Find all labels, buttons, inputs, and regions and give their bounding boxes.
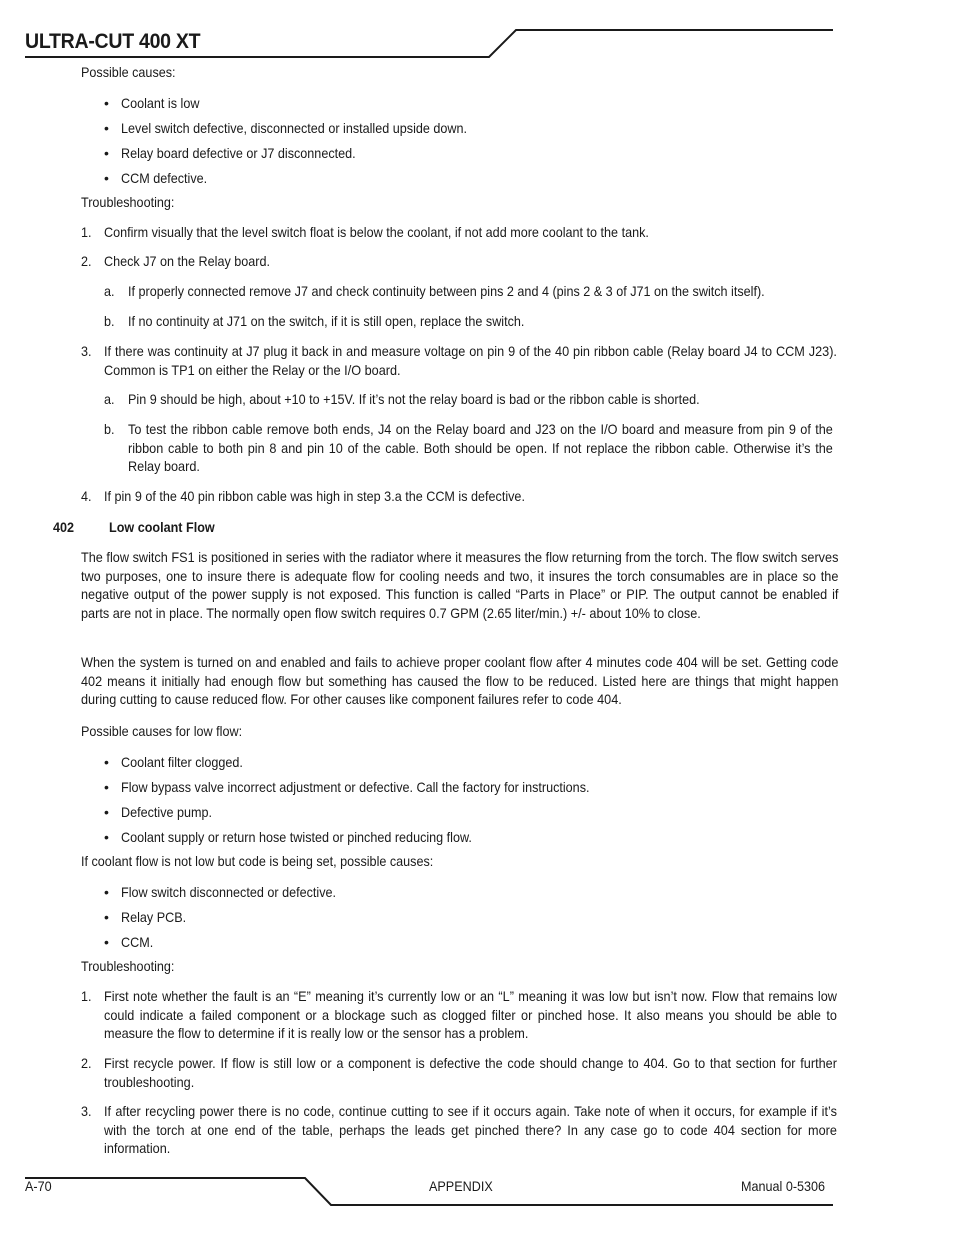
step-number: 3. xyxy=(81,1103,92,1119)
not-low-causes-label: If coolant flow is not low but code is being set, possible causes: xyxy=(81,853,434,869)
low-flow-causes-label: Possible causes for low flow: xyxy=(81,723,243,739)
document-title: ULTRA-CUT 400 XT xyxy=(25,30,201,53)
substep-letter: a. xyxy=(104,283,115,299)
troubleshooting-label: Troubleshooting: xyxy=(81,958,175,974)
bullet-marker: • xyxy=(104,754,109,770)
list-item: Coolant filter clogged. xyxy=(121,754,243,770)
substep-text: Pin 9 should be high, about +10 to +15V. If it’s not the relay board is bad or the ribbon cable is shorted. xyxy=(128,391,700,407)
section-title: Low coolant Flow xyxy=(109,519,215,535)
substep-letter: b. xyxy=(104,421,115,437)
manual-number: Manual 0-5306 xyxy=(741,1178,826,1194)
step-text: First recycle power. If flow is still low or a component is defective the code should change to 404. Go to that section for further troubleshooting. xyxy=(104,1055,837,1090)
page-number: A-70 xyxy=(25,1178,52,1194)
possible-causes-label: Possible causes: xyxy=(81,64,176,80)
section-code: 402 xyxy=(53,519,75,535)
list-item: CCM. xyxy=(121,934,154,950)
step-text: Check J7 on the Relay board. xyxy=(104,253,271,269)
step-number: 2. xyxy=(81,1055,92,1071)
footer-section-label: APPENDIX xyxy=(429,1178,493,1194)
step-number: 4. xyxy=(81,488,92,504)
step-text: First note whether the fault is an “E” meaning it’s currently low or an “L” meaning it was low but isn’t now. Flow that remains low could indicate a failed component or a blockage such as clogged filter or pinched hose. It also means you should be able to measure the flow to determine if it is really low or the sensor has a problem. xyxy=(104,988,837,1042)
troubleshooting-label: Troubleshooting: xyxy=(81,194,175,210)
bullet-marker: • xyxy=(104,145,109,161)
step-number: 1. xyxy=(81,224,92,240)
substep-text: If properly connected remove J7 and check continuity between pins 2 and 4 (pins 2 & 3 of J71 on the switch itself). xyxy=(128,283,765,299)
list-item: CCM defective. xyxy=(121,170,208,186)
step-text: If after recycling power there is no code, continue cutting to see if it occurs again. Take note of when it occurs, for example if it’s with the torch at one end of the table, perhaps the leads get pinched there? In any case go to code 404 section for more information. xyxy=(104,1103,837,1157)
list-item: Flow bypass valve incorrect adjustment or defective. Call the factory for instructions. xyxy=(121,779,590,795)
list-item: Flow switch disconnected or defective. xyxy=(121,884,337,900)
bullet-marker: • xyxy=(104,779,109,795)
list-item: Relay board defective or J7 disconnected. xyxy=(121,145,356,161)
step-text: If there was continuity at J7 plug it back in and measure voltage on pin 9 of the 40 pin ribbon cable (Relay board J4 to CCM J23). Common is TP1 on either the Relay or the I/O board. xyxy=(104,343,837,378)
list-item: Level switch defective, disconnected or installed upside down. xyxy=(121,120,468,136)
bullet-marker: • xyxy=(104,934,109,950)
step-number: 2. xyxy=(81,253,92,269)
bullet-marker: • xyxy=(104,170,109,186)
substep-letter: b. xyxy=(104,313,115,329)
list-item: Coolant is low xyxy=(121,95,200,111)
bullet-marker: • xyxy=(104,804,109,820)
list-item: Defective pump. xyxy=(121,804,213,820)
body-paragraph: When the system is turned on and enabled and fails to achieve proper coolant flow after 4 minutes code 404 will be set. Getting code 402 means it initially had enough flow but something has caused the flow to be reduced. Listed here are things that might happen during cutting to cause reduced flow. For other causes like component failures refer to code 404. xyxy=(81,654,839,708)
step-text: Confirm visually that the level switch float is below the coolant, if not add more coolant to the tank. xyxy=(104,224,649,240)
bullet-marker: • xyxy=(104,120,109,136)
body-paragraph: The flow switch FS1 is positioned in series with the radiator where it measures the flow returning from the torch. The flow switch serves two purposes, one to insure there is adequate flow for cooling needs and two, it insures the torch consumables are in place so the negative output of the power supply is not exposed. This function is called “Parts in Place” or PIP. The output cannot be enabled if parts are not in place. The normally open flow switch requires 0.7 GPM (2.65 liter/min.) +/- about 10% to close. xyxy=(81,549,839,621)
list-item: Coolant supply or return hose twisted or pinched reducing flow. xyxy=(121,829,472,845)
step-number: 3. xyxy=(81,343,92,359)
step-text: If pin 9 of the 40 pin ribbon cable was high in step 3.a the CCM is defective. xyxy=(104,488,525,504)
step-number: 1. xyxy=(81,988,92,1004)
substep-letter: a. xyxy=(104,391,115,407)
list-item: Relay PCB. xyxy=(121,909,187,925)
substep-text: If no continuity at J71 on the switch, if it is still open, replace the switch. xyxy=(128,313,525,329)
substep-text: To test the ribbon cable remove both ends, J4 on the Relay board and J23 on the I/O board and measure from pin 9 of the ribbon cable to both pin 8 and pin 10 of the cable. Both should be open. If not replace the ribbon cable. Otherwise it’s the Relay board. xyxy=(128,421,833,475)
bullet-marker: • xyxy=(104,909,109,925)
bullet-marker: • xyxy=(104,95,109,111)
bullet-marker: • xyxy=(104,829,109,845)
bullet-marker: • xyxy=(104,884,109,900)
